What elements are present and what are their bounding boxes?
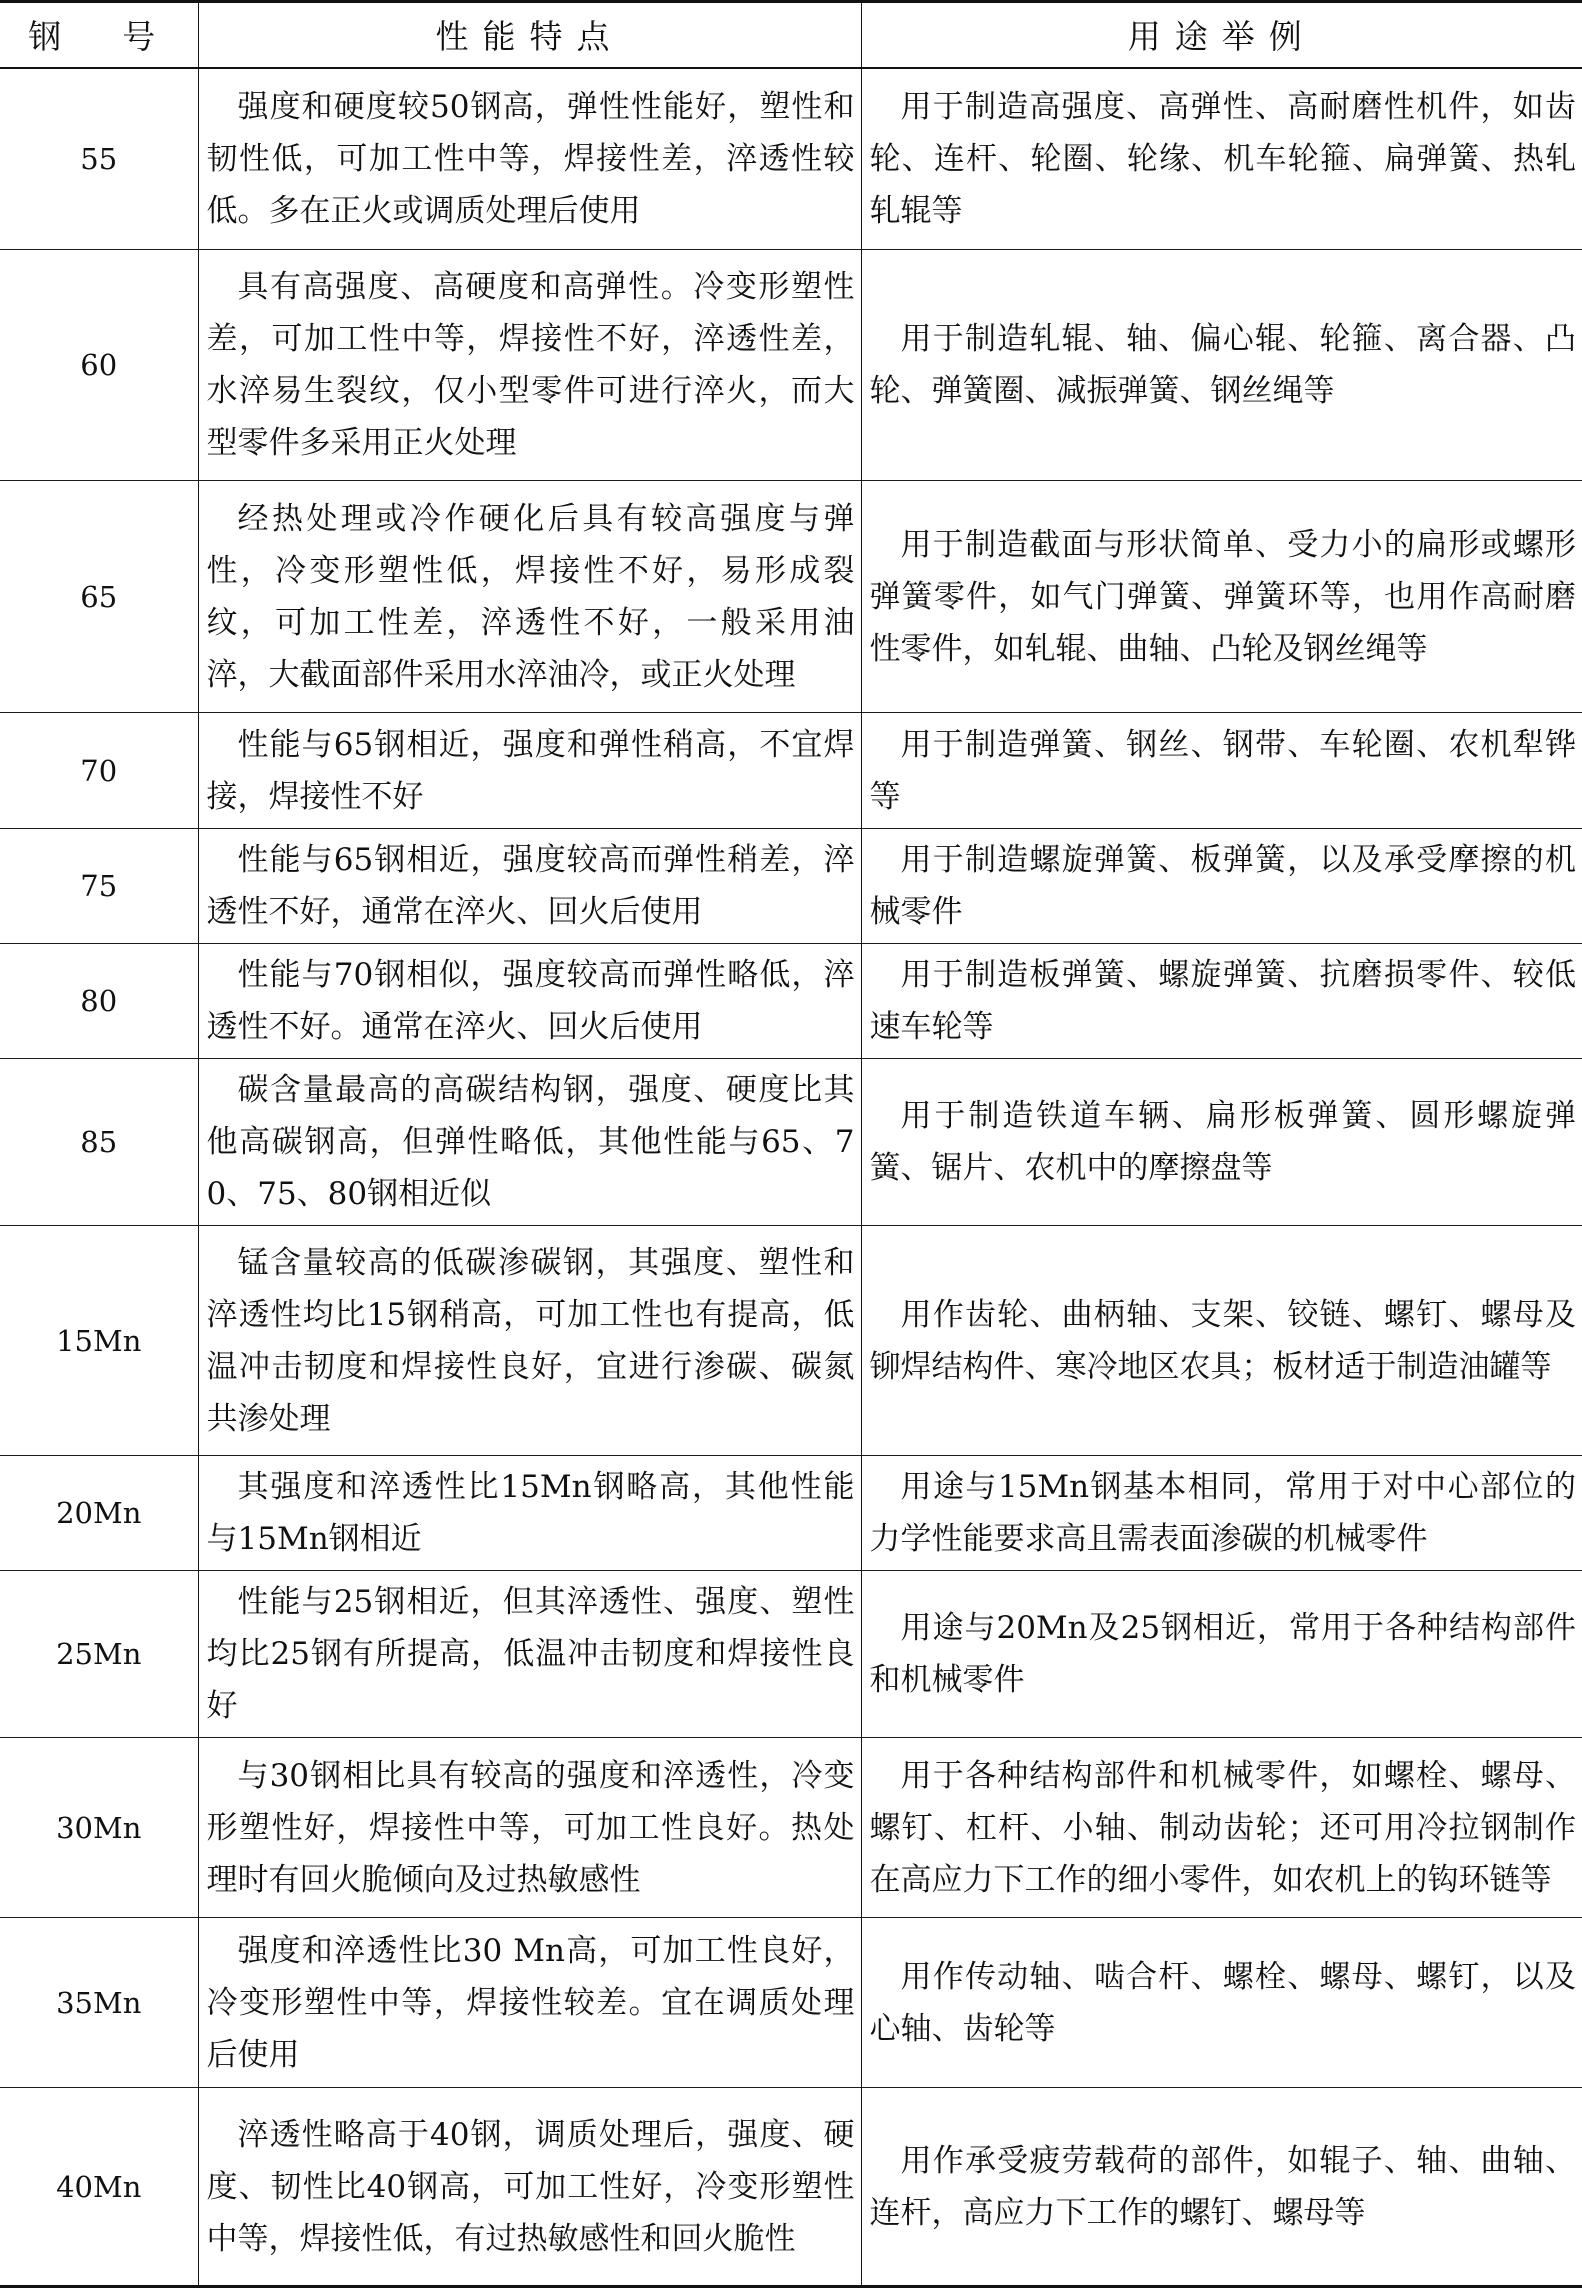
properties-cell: 与30钢相比具有较高的强度和淬透性，冷变形塑性好，焊接性中等，可加工性良好。热处理时有回火脆倾向及过热敏感性 — [198, 1738, 861, 1918]
grade-cell: 30Mn — [0, 1738, 198, 1918]
header-applications: 用途举例 — [861, 2, 1582, 68]
applications-cell: 用途与20Mn及25钢相近，常用于各种结构部件和机械零件 — [861, 1571, 1582, 1738]
applications-cell: 用于制造高强度、高弹性、高耐磨性机件，如齿轮、连杆、轮圈、轮缘、机车轮箍、扁弹簧、热轧轧辊等 — [861, 68, 1582, 250]
table-header — [0, 2, 1582, 68]
table-row — [0, 944, 1582, 1059]
grade-cell: 60 — [0, 250, 198, 481]
grade-cell: 15Mn — [0, 1226, 198, 1456]
applications-cell: 用于制造板弹簧、螺旋弹簧、抗磨损零件、较低速车轮等 — [861, 944, 1582, 1059]
properties-cell: 锰含量较高的低碳渗碳钢，其强度、塑性和淬透性均比15钢稍高，可加工性也有提高，低温冲击韧度和焊接性良好，宜进行渗碳、碳氮共渗处理 — [198, 1226, 861, 1456]
header-grade: 钢 号 — [0, 2, 198, 68]
table-row — [0, 1738, 1582, 1918]
applications-cell: 用于各种结构部件和机械零件，如螺栓、螺母、螺钉、杠杆、小轴、制动齿轮；还可用冷拉钢制作在高应力下工作的细小零件，如农机上的钩环链等 — [861, 1738, 1582, 1918]
table-row — [0, 1918, 1582, 2088]
applications-cell: 用于制造铁道车辆、扁形板弹簧、圆形螺旋弹簧、锯片、农机中的摩擦盘等 — [861, 1059, 1582, 1226]
properties-cell: 经热处理或冷作硬化后具有较高强度与弹性，冷变形塑性低，焊接性不好，易形成裂纹，可加工性差，淬透性不好，一般采用油淬，大截面部件采用水淬油冷，或正火处理 — [198, 481, 861, 713]
applications-cell: 用作传动轴、啮合杆、螺栓、螺母、螺钉，以及心轴、齿轮等 — [861, 1918, 1582, 2088]
grade-cell: 80 — [0, 944, 198, 1059]
table-row — [0, 1456, 1582, 1571]
grade-cell: 35Mn — [0, 1918, 198, 2088]
properties-cell: 强度和淬透性比30 Mn高，可加工性良好，冷变形塑性中等，焊接性较差。宜在调质处理后使用 — [198, 1918, 861, 2088]
applications-cell: 用于制造弹簧、钢丝、钢带、车轮圈、农机犁铧等 — [861, 713, 1582, 829]
properties-cell: 强度和硬度较50钢高，弹性性能好，塑性和韧性低，可加工性中等，焊接性差，淬透性较低。多在正火或调质处理后使用 — [198, 68, 861, 250]
grade-cell: 25Mn — [0, 1571, 198, 1738]
grade-cell: 85 — [0, 1059, 198, 1226]
table-row — [0, 2088, 1582, 2287]
table-row — [0, 250, 1582, 481]
grade-cell: 65 — [0, 481, 198, 713]
table-row — [0, 1059, 1582, 1226]
grade-cell: 20Mn — [0, 1456, 198, 1571]
table-row — [0, 713, 1582, 829]
properties-cell: 淬透性略高于40钢，调质处理后，强度、硬度、韧性比40钢高，可加工性好，冷变形塑性中等，焊接性低，有过热敏感性和回火脆性 — [198, 2088, 861, 2287]
table-row — [0, 829, 1582, 944]
grade-cell: 70 — [0, 713, 198, 829]
applications-cell: 用于制造轧辊、轴、偏心辊、轮箍、离合器、凸轮、弹簧圈、减振弹簧、钢丝绳等 — [861, 250, 1582, 481]
table-row — [0, 1571, 1582, 1738]
properties-cell: 性能与65钢相近，强度较高而弹性稍差，淬透性不好，通常在淬火、回火后使用 — [198, 829, 861, 944]
header-row — [0, 2, 1582, 68]
applications-cell: 用作承受疲劳载荷的部件，如辊子、轴、曲轴、连杆，高应力下工作的螺钉、螺母等 — [861, 2088, 1582, 2287]
header-properties: 性能特点 — [198, 2, 861, 68]
grade-cell: 40Mn — [0, 2088, 198, 2287]
properties-cell: 碳含量最高的高碳结构钢，强度、硬度比其他高碳钢高，但弹性略低，其他性能与65、70、75、80钢相近似 — [198, 1059, 861, 1226]
table-row — [0, 481, 1582, 713]
table-row — [0, 1226, 1582, 1456]
applications-cell: 用途与15Mn钢基本相同，常用于对中心部位的力学性能要求高且需表面渗碳的机械零件 — [861, 1456, 1582, 1571]
grade-cell: 55 — [0, 68, 198, 250]
properties-cell: 其强度和淬透性比15Mn钢略高，其他性能与15Mn钢相近 — [198, 1456, 861, 1571]
applications-cell: 用于制造螺旋弹簧、板弹簧，以及承受摩擦的机械零件 — [861, 829, 1582, 944]
properties-cell: 性能与70钢相似，强度较高而弹性略低，淬透性不好。通常在淬火、回火后使用 — [198, 944, 861, 1059]
table-body — [0, 68, 1582, 2287]
properties-cell: 性能与65钢相近，强度和弹性稍高，不宜焊接，焊接性不好 — [198, 713, 861, 829]
grade-cell: 75 — [0, 829, 198, 944]
applications-cell: 用于制造截面与形状简单、受力小的扁形或螺形弹簧零件，如气门弹簧、弹簧环等，也用作高耐磨性零件，如轧辊、曲轴、凸轮及钢丝绳等 — [861, 481, 1582, 713]
table-row — [0, 68, 1582, 250]
properties-cell: 性能与25钢相近，但其淬透性、强度、塑性均比25钢有所提高，低温冲击韧度和焊接性良好 — [198, 1571, 861, 1738]
properties-cell: 具有高强度、高硬度和高弹性。冷变形塑性差，可加工性中等，焊接性不好，淬透性差，水淬易生裂纹，仅小型零件可进行淬火，而大型零件多采用正火处理 — [198, 250, 861, 481]
applications-cell: 用作齿轮、曲柄轴、支架、铰链、螺钉、螺母及铆焊结构件、寒冷地区农具；板材适于制造油罐等 — [861, 1226, 1582, 1456]
